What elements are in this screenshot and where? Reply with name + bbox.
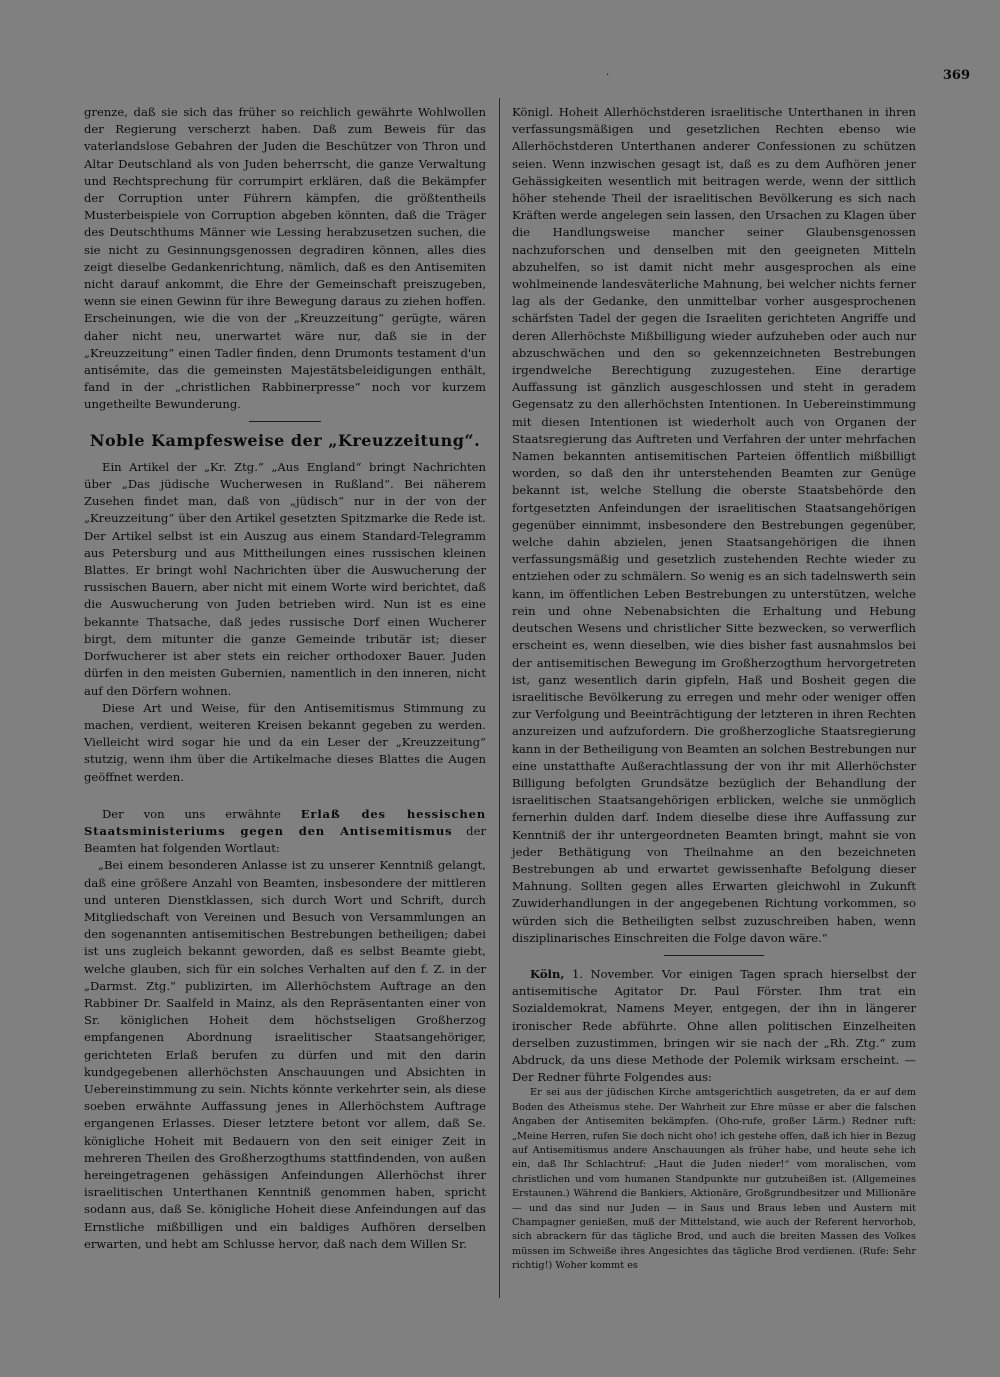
left-paragraph-3: Diese Art und Weise, für den Antisemitismus Stimmung zu machen, verdient, weiteren Kreisen bekannt gegeben zu werden. Vielleicht wird sogar hie und da ein Leser der „Kreuzzeitung“ stutzig, wenn ihm über die Artikelmache dieses Blattes die Augen geöffnet werden. bbox=[84, 700, 486, 784]
decree-quote bbox=[84, 857, 486, 1253]
left-paragraph-2: Ein Artikel der „Kr. Ztg.“ „Aus England“ bringt Nachrichten über „Das jüdische Wucherwesen in Rußland“. Bei näherem Zusehen findet man, daß von „jüdisch“ nur in der von der „Kreuzzeitung“ über den Artikel gesetzten Spitzmarke die Rede ist. Der Artikel selbst ist ein Auszug aus einem Standard-Telegramm aus Petersburg und aus Mittheilungen eines russischen kleinen Blattes. Er bringt wohl Nachrichten über die Auswucherung der russischen Bauern, aber nicht mit einem Worte wird berichtet, daß die Auswucherung von Juden betrieben wird. Nun ist es eine bekannte Thatsache, daß jedes russische Dorf einen Wucherer birgt, dem mitunter die ganze Gemeinde tributär ist; dieser Dorfwucherer ist aber stets ein reicher orthodoxer Bauer. Juden dürfen in den meisten Gubernien, namentlich in den inneren, nicht auf den Dörfern wohnen. bbox=[84, 459, 486, 698]
right-paragraph-2 bbox=[512, 966, 916, 1086]
print-mark: · bbox=[606, 70, 610, 81]
right-paragraph-1: Königl. Hoheit Allerhöchstderen israelitische Unterthanen in ihren verfassungsmäßigen und gesetzlichen Rechten ebenso wie Allerhöchstderen Unterthanen anderer Confessionen zu schützen seien. Wenn inzwischen gesagt ist, daß es zu dem Aufhören jener Gehässigkeiten wesentlich mit beitragen werde, wenn der sittlich höher stehende Theil der israelitischen Bevölkerung es sich nach Kräften werde angelegen sein lassen, den Ursachen zu Klagen über die Handlungsweise mancher seiner Glaubensgenossen nachzuforschen und denselben mit den geeigneten Mitteln abzuhelfen, so ist damit nicht mehr ausgesprochen als eine wohlmeinende landesväterliche Mahnung, bei welcher nichts ferner lag als der Gedanke, den unmittelbar vorher ausgesprochenen schärfsten Tadel der gegen die Israeliten gerichteten Angriffe und deren Allerhöchste Mißbilligung wieder aufzuheben oder auch nur abzuschwächen und den so gekennzeichneten Bestrebungen irgendwelche Berechtigung zuzugestehen. Eine derartige Auffassung ist gänzlich ausgeschlossen und steht in geradem Gegensatz zu den allerhöchsten Intentionen. In Uebereinstimmung mit diesen Intentionen ist wiederholt auch von Organen der Staatsregierung das Auftreten und Verfahren der unter mehrfachen Namen bekannten antisemitischen Parteien öffentlich mißbilligt worden, so daß den ihr unterstehenden Beamten zur Genüge bekannt ist, welche Stellung die oberste Staatsbehörde den fortgesetzten Anfeindungen der israelitischen Staatsangehörigen gegenüber einnimmt, insbesondere den Bestrebungen gegenüber, welche dahin abzielen, jenen Staatsangehörigen die ihnen verfassungsmäßig und gesetzlich zustehenden Rechte wieder zu entziehen oder zu schmälern. So wenig es an sich tadelnswerth sein kann, im öffentlichen Leben Bestrebungen zu unterstützen, welche rein und ohne Nebenabsichten die Erhaltung und Hebung deutschen Wesens und christlicher Sitte bezwecken, so verwerflich erscheint es, wenn dieselben, wie dies bisher fast ausnahmslos bei der antisemitischen Bewegung im Großherzogthum hervorgetreten ist, ganz wesentlich darin gipfeln, Haß und Bosheit gegen die israelitische Bevölkerung zu erregen und mehr oder weniger offen zur Verfolgung und Beeinträchtigung der letzteren in ihren Rechten anzureizen und aufzufordern. Die großherzogliche Staatsregierung kann in der Betheiligung von Beamten an solchen Bestrebungen nur eine unstatthafte Außerachtlassung der von ihr mit Allerhöchster Billigung befolgten Grundsätze bezüglich der Behandlung der israelitischen Staatsangehörigen erblicken, welche sie unmöglich fernerhin dulden darf. Indem dieselbe diese ihre Auffassung zur Kenntniß der ihr untergeordneten Beamten bringt, mahnt sie von jeder Bethätigung von Theilnahme an den bezeichneten Bestrebungen ab und erwartet gewissenhafte Befolgung dieser Mahnung. Sollten gegen alles Erwarten gleichwohl in Zukunft Zuwiderhandlungen in der angegebenen Richtung vorkommen, so würden sich die Betheiligten selbst zuzuschreiben haben, wenn disziplinarisches Einschreiten die Folge davon wäre.“ bbox=[512, 105, 916, 945]
left-paragraph-1: grenze, daß sie sich das früher so reichlich gewährte Wohlwollen der Regierung verscherzt haben. Daß zum Beweis für das vaterlandslose Gebahren der Juden die Beschützer von Thron und Altar Deutschland als von Juden beherrscht, die ganze Verwaltung und Rechtsprechung für corrumpirt erklären, daß die Bekämpfer der Corruption unter Führern kämpfen, die größtentheils Musterbeispiele von Corruption abgeben könnten, daß die Träger des Deutschthums Männer wie Lessing herabzusetzen suchen, die sie nicht zu Gesinnungsgenossen degradiren können, alles dies zeigt dieselbe Gedankenrichtung, nämlich, daß es den Antisemiten nicht darauf ankommt, die Ehre der Gemeinschaft preiszugeben, wenn sie einen Gewinn für ihre Bewegung daraus zu ziehen hoffen. Erscheinungen, wie die von der „Kreuzzeitung“ gerügte, wären daher nicht neu, unerwartet wäre nur, daß sie in der „Kreuzzeitung“ einen Tadler finden, denn Drumonts testament d'un antisémite, das die gemeinsten Majestätsbeleidigungen enthält, fand in der „christlichen Rabbinerpresse“ noch vor kurzem ungetheilte Bewunderung. bbox=[84, 105, 486, 412]
right-column bbox=[512, 104, 916, 1274]
dateline-date: 1. November. bbox=[564, 966, 655, 981]
article-heading: Noble Kampfesweise der „Kreuzzeitung“. bbox=[89, 430, 481, 450]
spacer bbox=[84, 786, 486, 806]
speech-report: Er sei aus der jüdischen Kirche amtsgerichtlich ausgetreten, da er auf dem Boden des Atheismus stehe. Der Wahrheit zur Ehre müsse er aber die falschen Angaben der Antisemiten bekämpfen. (Oho-rufe, großer Lärm.) Redner ruft: „Meine Herren, rufen Sie doch nicht oho! ich gestehe offen, daß ich hier in Bezug auf Antisemitismus andere Anschauungen als früher habe, und heute sehe ich ein, daß Ihr Schlachtruf: „Haut die Juden nieder!“ vom moralischen, vom christlichen und vom humanen Standpunkte nur gutzuheißen ist. (Allgemeines Erstaunen.) Während die Bankiers, Aktionäre, Großgrundbesitzer und Millionäre — und das sind nur Juden — in Saus und Braus leben und Austern mit Champagner genießen, muß der Mittelstand, wie auch der Referent hervorhob, sich abrackern für das tägliche Brod, und auch die breiten Massen des Volkes müssen im Schweiße ihres Angesichtes das tägliche Brod verdienen. (Rufe: Sehr richtig!) Woher kommt es bbox=[512, 1087, 916, 1272]
section-divider-right bbox=[664, 955, 764, 956]
section-divider bbox=[249, 421, 321, 422]
left-column bbox=[84, 104, 486, 1253]
page-number: 369 bbox=[942, 68, 970, 83]
para4-lead: Der von uns erwähnte bbox=[102, 806, 301, 821]
decree-title: Erlaß des hessischen Staatsministeriums gegen den Antisemitismus bbox=[84, 806, 486, 838]
decree-quote-text: „Bei einem besonderen Anlasse ist zu unserer Kenntniß gelangt, daß eine größere Anzahl von Beamten, insbesondere der mittleren und unteren Dienstklassen, sich durch Wort und Schrift, durch Mitgliedschaft von Vereinen und Besuch von Versammlungen an den sogenannten antisemitischen Bestrebungen betheiligen; dabei ist uns zugleich bekannt geworden, daß es selbst Beamte giebt, welche glauben, sich für ein solches Verhalten auf den f. Z. in der „Darmst. Ztg.“ publizirten, im Allerhöchstem Auftrage an den Rabbiner Dr. Saalfeld in Mainz, als den Repräsentanten einer von Sr. königlichen Hoheit dem höchstseligen Großherzog empfangenen Abordnung israelitischer Staatsangehöriger, gerichteten Erlaß berufen zu dürfen und mit den darin kundgegebenen allerhöchsten Anschauungen und Absichten in Uebereinstimmung zu sein. Nichts könnte verkehrter sein, als diese soeben erwähnte Auffassung jenes in Allerhöchstem Auftrage ergangenen Erlasses. Dieser letztere betont vor allem, daß Se. königliche Hoheit mit Bedauern von den seit einiger Zeit in mehreren Theilen des Großherzogthums stattfindenden, von außen hereingetragenen gehässigen Anfeindungen Allerhöchst ihrer israelitischen Unterthanen Kenntniß genommen haben, spricht sodann aus, daß Se. königliche Hoheit diese Anfeindungen auf das Ernstliche mißbilligen und ein baldiges Aufhören derselben erwarten, und hebt am Schlusse hervor, daß nach dem Willen Sr. bbox=[84, 858, 486, 1251]
column-divider bbox=[499, 98, 500, 1298]
dateline-place: Köln, bbox=[530, 966, 565, 981]
para4-rest: der Beamten hat folgenden Wortlaut: bbox=[84, 823, 486, 856]
left-paragraph-4 bbox=[84, 806, 486, 858]
right-paragraph-2-text: Vor einigen Tagen sprach hierselbst der antisemitische Agitator Dr. Paul Förster. Ihm trat ein Sozialdemokrat, Namens Meyer, entgegen, der ihn in längerer ironischer Rede abführte. Ohne allen politischen Einzelheiten derselben zuzustimmen, bringen wir sie nach der „Rh. Ztg.“ zum Abdruck, da uns diese Methode der Polemik wirksam erscheint. — Der Redner führte Folgendes aus: bbox=[512, 966, 916, 1085]
